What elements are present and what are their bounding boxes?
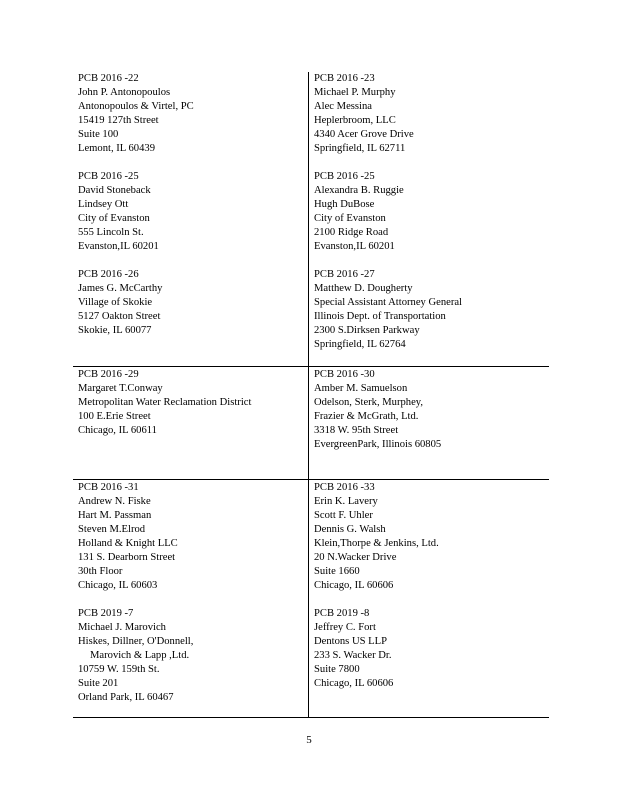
address-line: Margaret T.Conway [78, 383, 163, 394]
address-line: Hiskes, Dillner, O'Donnell, [78, 636, 194, 647]
address-line: Hugh DuBose [314, 199, 375, 210]
address-line: Illinois Dept. of Transportation [314, 311, 446, 322]
case-number: PCB 2019 -7 [78, 608, 134, 619]
address-line: 30th Floor [78, 566, 123, 577]
address-line: Erin K. Lavery [314, 496, 378, 507]
address-line: Heplerbroom, LLC [314, 115, 396, 126]
case-number: PCB 2016 -25 [78, 171, 139, 182]
table-row [73, 367, 549, 480]
address-line: 20 N.Wacker Drive [314, 552, 397, 563]
address-line: Evanston,IL 60201 [78, 241, 159, 252]
address-line: 2100 Ridge Road [314, 227, 389, 238]
page-number: 5 [306, 734, 312, 746]
address-line: 15419 127th Street [78, 115, 159, 126]
address-line: Chicago, IL 60603 [78, 580, 158, 591]
address-line: Klein,Thorpe & Jenkins, Ltd. [314, 538, 439, 549]
address-line: Hart M. Passman [78, 510, 152, 521]
case-number: PCB 2016 -22 [78, 73, 139, 84]
party-block [314, 268, 549, 352]
address-line: Springfield, IL 62711 [314, 143, 406, 154]
address-line: 10759 W. 159th St. [78, 664, 160, 675]
party-block [78, 607, 308, 705]
case-number: PCB 2016 -23 [314, 73, 375, 84]
address-line: Chicago, IL 60611 [78, 425, 157, 436]
address-line: City of Evanston [78, 213, 150, 224]
address-line: Lindsey Ott [78, 199, 129, 210]
address-line: Village of Skokie [78, 297, 153, 308]
address-line: Suite 1660 [314, 566, 360, 577]
address-line: Scott F. Uhler [314, 510, 373, 521]
address-line: City of Evanston [314, 213, 386, 224]
case-number: PCB 2016 -27 [314, 269, 375, 280]
table-row [73, 72, 549, 367]
party-block [314, 72, 549, 156]
address-line: Marovich & Lapp ,Ltd. [90, 650, 190, 661]
address-line: 233 S. Wacker Dr. [314, 650, 392, 661]
table-cell-right [309, 480, 550, 718]
address-line: Suite 7800 [314, 664, 360, 675]
address-line: Frazier & McGrath, Ltd. [314, 411, 419, 422]
address-line: Skokie, IL 60077 [78, 325, 152, 336]
address-line: Andrew N. Fiske [78, 496, 151, 507]
address-line: Alexandra B. Ruggie [314, 185, 404, 196]
address-line: Lemont, IL 60439 [78, 143, 155, 154]
party-block [314, 170, 549, 254]
case-number: PCB 2016 -26 [78, 269, 139, 280]
party-block [314, 607, 549, 691]
party-block [78, 368, 308, 438]
party-block [78, 481, 308, 593]
address-line: Evanston,IL 60201 [314, 241, 395, 252]
address-line: Suite 201 [78, 678, 119, 689]
case-number: PCB 2016 -30 [314, 369, 375, 380]
address-line: 4340 Acer Grove Drive [314, 129, 414, 140]
address-line: 100 E.Erie Street [78, 411, 151, 422]
party-block [314, 481, 549, 593]
address-line: Jeffrey C. Fort [314, 622, 376, 633]
address-line: 2300 S.Dirksen Parkway [314, 325, 420, 336]
address-line: David Stoneback [78, 185, 151, 196]
table-cell-left [73, 72, 309, 367]
address-line: Michael P. Murphy [314, 87, 396, 98]
address-line: EvergreenPark, Illinois 60805 [314, 439, 442, 450]
case-number: PCB 2016 -31 [78, 482, 139, 493]
address-line: Suite 100 [78, 129, 119, 140]
address-line: Antonopoulos & Virtel, PC [78, 101, 194, 112]
address-line: Chicago, IL 60606 [314, 580, 394, 591]
address-line: 555 Lincoln St. [78, 227, 144, 238]
address-line: 3318 W. 95th Street [314, 425, 399, 436]
address-line: Odelson, Sterk, Murphey, [314, 397, 424, 408]
case-number: PCB 2016 -29 [78, 369, 139, 380]
party-block [314, 368, 549, 452]
address-line: Matthew D. Dougherty [314, 283, 413, 294]
table-cell-left [73, 367, 309, 480]
party-block [78, 170, 308, 254]
table-cell-right [309, 72, 550, 367]
service-list-table [73, 72, 549, 718]
address-line: Dennis G. Walsh [314, 524, 386, 535]
address-line: Alec Messina [314, 101, 372, 112]
address-line: Special Assistant Attorney General [314, 297, 462, 308]
table-cell-right [309, 367, 550, 480]
address-line: Dentons US LLP [314, 636, 387, 647]
address-line: Chicago, IL 60606 [314, 678, 394, 689]
table-cell-left [73, 480, 309, 718]
address-line: Orland Park, IL 60467 [78, 692, 174, 703]
address-line: James G. McCarthy [78, 283, 163, 294]
address-line: Springfield, IL 62764 [314, 339, 406, 350]
table-row [73, 480, 549, 718]
address-line: Michael J. Marovich [78, 622, 166, 633]
case-number: PCB 2016 -25 [314, 171, 375, 182]
party-block [78, 72, 308, 156]
address-line: Amber M. Samuelson [314, 383, 408, 394]
address-line: John P. Antonopoulos [78, 87, 171, 98]
case-number: PCB 2019 -8 [314, 608, 370, 619]
address-line: Steven M.Elrod [78, 524, 146, 535]
case-number: PCB 2016 -33 [314, 482, 375, 493]
address-line: 131 S. Dearborn Street [78, 552, 176, 563]
address-line: Metropolitan Water Reclamation District [78, 397, 252, 408]
address-line: Holland & Knight LLC [78, 538, 178, 549]
party-block [78, 268, 308, 338]
address-line: 5127 Oakton Street [78, 311, 161, 322]
